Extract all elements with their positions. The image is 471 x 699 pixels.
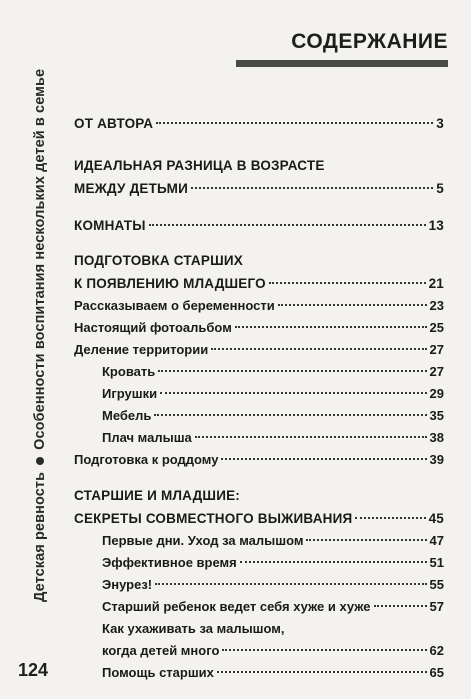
dot-leader: [374, 605, 427, 607]
toc-page: 29: [429, 386, 444, 401]
toc-label: Подготовка к роддому: [74, 452, 219, 467]
toc-heading-line: СТАРШИЕ И МЛАДШИЕ:: [74, 488, 240, 503]
toc-page: 3: [436, 116, 444, 131]
toc-label: Деление территории: [74, 342, 209, 357]
dot-leader: [160, 392, 426, 394]
toc-heading-line: Как ухаживать за малышом,: [102, 621, 285, 636]
toc-entry-territory: [74, 340, 444, 360]
toc-page: 27: [429, 342, 444, 357]
toc-label: ОТ АВТОРА: [74, 116, 154, 131]
toc-page: 65: [429, 665, 444, 680]
toc-entry-survival: [74, 509, 444, 529]
title-underline: [236, 60, 448, 67]
toc-entry-crying: [74, 428, 444, 448]
toc-entry-rooms: [74, 216, 444, 236]
dot-leader: [217, 671, 427, 673]
dot-leader: [306, 539, 426, 541]
toc-page: 62: [429, 643, 444, 658]
toc-entry-furniture: [74, 406, 444, 426]
chapter-title: Особенности воспитания нескольких детей в семье: [32, 68, 48, 450]
toc-page: 57: [429, 599, 444, 614]
dot-leader: [191, 187, 433, 189]
toc-page: 45: [428, 511, 444, 526]
toc-label: Мебель: [102, 408, 152, 423]
bullet-separator: [36, 457, 44, 465]
toc-label: Первые дни. Уход за малышом: [102, 533, 304, 548]
dot-leader: [211, 348, 426, 350]
toc-entry-prep: [74, 274, 444, 294]
toc-page: 35: [429, 408, 444, 423]
toc-label: СЕКРЕТЫ СОВМЕСТНОГО ВЫЖИВАНИЯ: [74, 511, 353, 526]
toc-page: 38: [429, 430, 444, 445]
toc-page: 51: [429, 555, 444, 570]
toc-label: КОМНАТЫ: [74, 218, 146, 233]
toc-entry-bed: [74, 362, 444, 382]
toc-label: Кровать: [102, 364, 156, 379]
toc-entry-older-help: [74, 663, 444, 683]
book-title: Детская ревность: [32, 471, 48, 602]
toc-page: 25: [429, 320, 444, 335]
page-number: 124: [18, 660, 49, 680]
dot-leader: [155, 583, 426, 585]
table-of-contents: [74, 110, 444, 683]
dot-leader: [156, 122, 433, 124]
dot-leader: [235, 326, 427, 328]
dot-leader: [149, 224, 426, 226]
toc-entry-age-gap: [74, 179, 444, 199]
dot-leader: [355, 517, 425, 519]
dot-leader: [222, 649, 426, 651]
toc-label: Помощь старших: [102, 665, 214, 680]
dot-leader: [195, 436, 427, 438]
toc-label: Настоящий фотоальбом: [74, 320, 232, 335]
toc-page: 27: [429, 364, 444, 379]
toc-entry-many-children: [74, 641, 444, 661]
toc-label: Игрушки: [102, 386, 158, 401]
toc-label: когда детей много: [102, 643, 220, 658]
toc-page: 47: [429, 533, 444, 548]
dot-leader: [154, 414, 426, 416]
toc-label: К ПОЯВЛЕНИЮ МЛАДШЕГО: [74, 276, 266, 291]
toc-entry-author: [74, 114, 444, 134]
toc-page: 5: [436, 181, 444, 196]
toc-entry-older-child: [74, 597, 444, 617]
dot-leader: [221, 458, 426, 460]
toc-label: МЕЖДУ ДЕТЬМИ: [74, 181, 188, 196]
dot-leader: [269, 282, 426, 284]
toc-entry-maternity: [74, 450, 444, 470]
toc-label: Рассказываем о беременности: [74, 298, 275, 313]
toc-label: Старший ребенок ведет себя хуже и хуже: [102, 599, 371, 614]
toc-entry-toys: [74, 384, 444, 404]
toc-entry-effective-time: [74, 553, 444, 573]
toc-page: 21: [428, 276, 444, 291]
toc-entry-photo-album: [74, 318, 444, 338]
dot-leader: [240, 561, 427, 563]
toc-entry-enuresis: [74, 575, 444, 595]
dot-leader: [158, 370, 426, 372]
toc-label: Эффективное время: [102, 555, 237, 570]
toc-page: 39: [429, 452, 444, 467]
toc-page: 13: [428, 218, 444, 233]
toc-heading-line: ИДЕАЛЬНАЯ РАЗНИЦА В ВОЗРАСТЕ: [74, 158, 325, 173]
toc-page: 55: [429, 577, 444, 592]
toc-heading-line: ПОДГОТОВКА СТАРШИХ: [74, 253, 243, 268]
toc-entry-pregnancy: [74, 296, 444, 316]
toc-page: 23: [429, 298, 444, 313]
page-title: СОДЕРЖАНИЕ: [291, 30, 448, 53]
toc-label: Плач малыша: [102, 430, 192, 445]
toc-entry-first-days: [74, 531, 444, 551]
toc-label: Энурез!: [102, 577, 153, 592]
running-header: [32, 22, 48, 602]
dot-leader: [278, 304, 427, 306]
title-block: [236, 30, 448, 67]
